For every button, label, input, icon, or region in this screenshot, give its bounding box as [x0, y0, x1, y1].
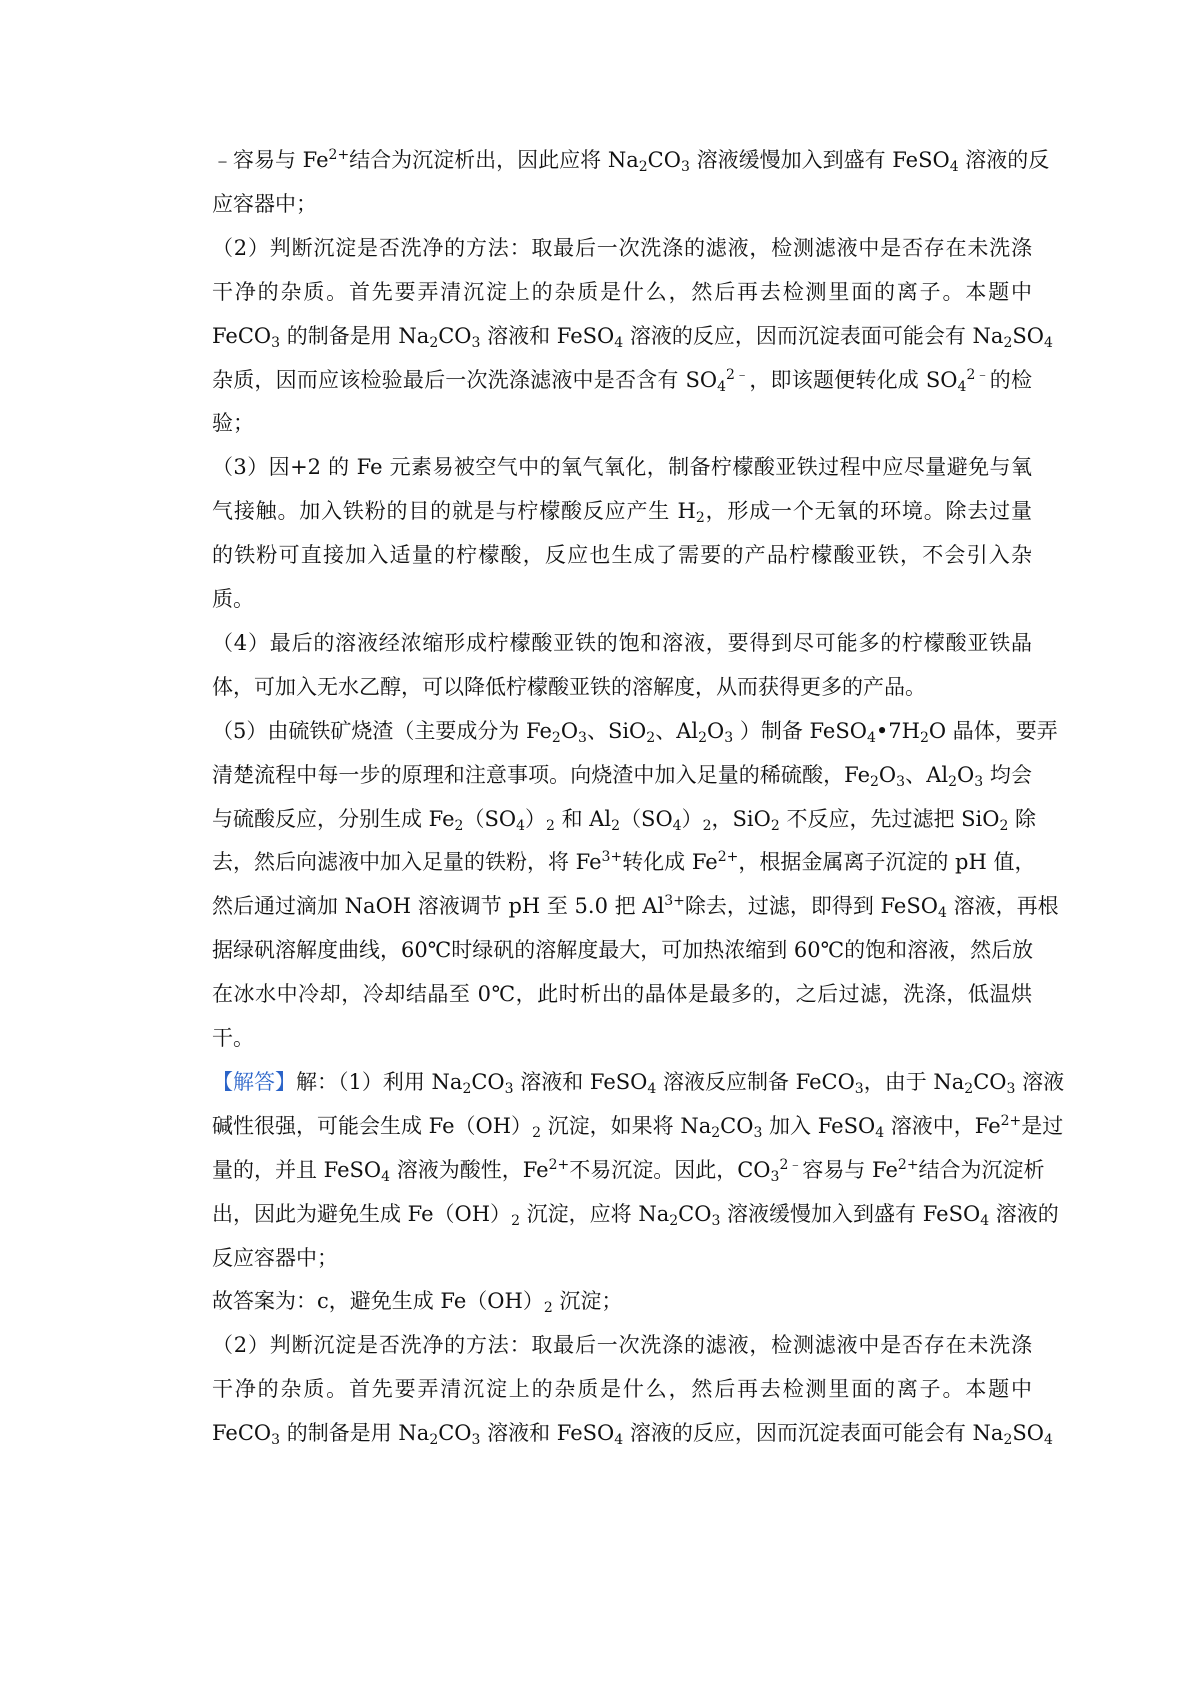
text-run: 解：（1）利用 Na: [296, 1070, 463, 1094]
text-run: 在冰水中冷却，冷却结晶至 0℃，此时析出的晶体是最多的，之后过滤，洗涤，低温烘: [212, 982, 1032, 1006]
text-run: FeCO: [212, 324, 272, 348]
subscript: 3: [724, 730, 734, 746]
text-line: [212, 628, 1032, 658]
text-run: 碱性很强，可能会生成 Fe（OH）: [212, 1114, 533, 1138]
text-run: 溶液的反: [958, 148, 1050, 172]
text-run: 转化成 Fe: [622, 850, 718, 874]
text-run: 容易与 Fe: [802, 1158, 898, 1182]
text-run: 溶液为酸性，Fe: [390, 1158, 549, 1182]
text-line: [212, 847, 1036, 877]
text-run: ）: [681, 807, 703, 831]
text-line: [212, 1067, 1065, 1097]
text-line: [212, 321, 1053, 351]
superscript: 3+: [664, 893, 685, 909]
text-run: 出，因此为避免生成 Fe（OH）: [212, 1202, 512, 1226]
subscript: 2: [646, 730, 656, 746]
text-run: （3）因+2 的 Fe 元素易被空气中的氧气氧化，制备柠檬酸亚铁过程中应尽量避免与氧: [212, 455, 1032, 479]
text-run: 溶液的反应，因而沉淀表面可能会有 Na: [623, 1421, 1004, 1445]
subscript: 2: [611, 818, 621, 834]
text-run: 、Al: [905, 763, 949, 787]
text-run: 均会: [983, 763, 1032, 787]
subscript: 2: [429, 335, 439, 351]
subscript: 2: [1003, 1432, 1013, 1448]
text-run: ，SiO: [711, 807, 771, 831]
subscript: 3: [680, 159, 690, 175]
text-run: ，即该题便转化成 SO: [749, 368, 958, 392]
text-run: （SO: [620, 807, 673, 831]
text-run: 的铁粉可直接加入适量的柠檬酸，反应也生成了需要的产品柠檬酸亚铁，不会引入杂: [212, 543, 1032, 567]
subscript: 2: [964, 1081, 974, 1097]
superscript: 2+: [897, 1157, 919, 1173]
text-run: 、SiO: [586, 719, 647, 743]
subscript: 4: [647, 1081, 657, 1097]
subscript: 3: [271, 1432, 281, 1448]
text-run: 体，可加入无水乙醇，可以降低柠檬酸亚铁的溶解度，从而获得更多的产品。: [212, 675, 926, 699]
text-line: [212, 189, 1032, 219]
text-run: 溶液和 FeSO: [480, 324, 615, 348]
text-run: O: [707, 719, 725, 743]
text-line: [212, 935, 1032, 965]
text-run: 反应容器中；: [212, 1246, 338, 1270]
subscript: 2: [702, 818, 712, 834]
text-run: 溶液和 FeSO: [513, 1070, 648, 1094]
subscript: 3: [471, 335, 481, 351]
answer-tag: 【解答】: [212, 1070, 296, 1094]
text-run: 溶液的反应，因而沉淀表面可能会有 Na: [623, 324, 1004, 348]
text-run: ，形成一个无氧的环境。除去过量: [704, 499, 1032, 523]
subscript: 2: [870, 774, 879, 790]
subscript: 3: [271, 335, 281, 351]
text-run: 验；: [212, 411, 254, 435]
text-line: [212, 1374, 1032, 1404]
text-run: SO: [1012, 324, 1044, 348]
subscript: 3: [974, 774, 984, 790]
text-line: [212, 1243, 1032, 1273]
text-run: O: [957, 763, 975, 787]
text-run: 、Al: [655, 719, 699, 743]
text-line: [212, 979, 1032, 1009]
text-run: 杂质，因而应该检验最后一次洗涤滤液中是否含有 SO: [212, 368, 718, 392]
subscript: 2: [669, 1213, 679, 1229]
text-run: （5）由硫铁矿烧渣（主要成分为 Fe: [212, 719, 552, 743]
text-run: 去，然后向滤液中加入足量的铁粉，将 Fe: [212, 850, 602, 874]
text-run: ，根据金属离子沉淀的 pH 值，: [738, 850, 1036, 874]
subscript: 2: [545, 818, 555, 834]
subscript: 3: [1006, 1081, 1016, 1097]
subscript: 3: [471, 1432, 481, 1448]
subscript: 4: [957, 379, 967, 395]
text-line: [212, 540, 1032, 570]
text-line: [212, 1023, 1032, 1053]
text-run: 溶液反应制备 FeCO: [656, 1070, 855, 1094]
text-run: 沉淀，如果将 Na: [540, 1114, 712, 1138]
subscript: 2: [543, 1300, 553, 1316]
text-line: [212, 1111, 1064, 1141]
text-run: 气接触。加入铁粉的目的就是与柠檬酸反应产生 H: [212, 499, 696, 523]
text-line: [212, 145, 1050, 175]
subscript: 4: [717, 379, 727, 395]
text-run: ）制备 FeSO: [733, 719, 867, 743]
superscript: 2+: [548, 1157, 570, 1173]
subscript: 2: [999, 818, 1009, 834]
subscript: 3: [711, 1213, 721, 1229]
text-run: CO: [438, 1421, 472, 1445]
text-line: [212, 584, 1032, 614]
text-run: SO: [1012, 1421, 1044, 1445]
text-line: [212, 408, 1032, 438]
text-run: ）: [524, 807, 546, 831]
subscript: 4: [980, 1213, 990, 1229]
subscript: 2: [770, 818, 780, 834]
text-line: [212, 891, 1059, 921]
subscript: 3: [578, 730, 587, 746]
text-run: 故答案为：c，避免生成 Fe（OH）: [212, 1289, 544, 1313]
text-run: 质。: [212, 587, 254, 611]
text-line: [212, 1330, 1032, 1360]
subscript: 4: [866, 730, 876, 746]
text-line: [212, 1286, 1032, 1316]
text-line: [212, 672, 1032, 702]
text-run: CO: [720, 1114, 754, 1138]
text-line: [212, 452, 1032, 482]
subscript: 3: [854, 1081, 864, 1097]
subscript: 4: [381, 1169, 391, 1185]
text-line: [212, 496, 1032, 526]
superscript: 2+: [328, 147, 350, 163]
subscript: 3: [504, 1081, 514, 1097]
text-run: 溶液: [1015, 1070, 1065, 1094]
text-run: FeCO: [212, 1421, 272, 1445]
text-run: 是过: [1021, 1114, 1064, 1138]
text-run: CO: [647, 148, 681, 172]
text-run: （2）判断沉淀是否洗净的方法：取最后一次洗涤的滤液，检测滤液中是否存在未洗涤: [212, 236, 1032, 260]
text-run: 加入 FeSO: [762, 1114, 876, 1138]
text-run: 结合为沉淀析出，因此应将 Na: [349, 148, 639, 172]
text-run: CO: [678, 1202, 712, 1226]
text-run: 然后通过滴加 NaOH 溶液调节 pH 至 5.0 把 Al: [212, 894, 665, 918]
text-line: [212, 277, 1032, 307]
text-run: 除去，过滤，即得到 FeSO: [684, 894, 938, 918]
text-run: •7H: [875, 719, 920, 743]
text-run: （4）最后的溶液经浓缩形成柠檬酸亚铁的饱和溶液，要得到尽可能多的柠檬酸亚铁晶: [212, 631, 1032, 655]
subscript: 4: [937, 905, 947, 921]
text-line: [212, 760, 1032, 790]
text-run: 干净的杂质。首先要弄清沉淀上的杂质是什么，然后再去检测里面的离子。本题中: [212, 280, 1032, 304]
subscript: 2: [429, 1432, 439, 1448]
text-run: 结合为沉淀析: [918, 1158, 1045, 1182]
text-line: [212, 1155, 1045, 1185]
superscript: 2+: [717, 849, 739, 865]
text-run: O: [878, 763, 897, 787]
text-line: [212, 233, 1032, 263]
subscript: 2: [551, 730, 561, 746]
text-run: 沉淀；: [552, 1289, 623, 1313]
subscript: 3: [770, 1169, 780, 1185]
text-line: [212, 716, 1058, 746]
subscript: 2: [511, 1213, 520, 1229]
text-line: [212, 1199, 1059, 1229]
subscript: 2: [919, 730, 929, 746]
subscript: 2: [532, 1125, 541, 1141]
text-run: 除: [1008, 807, 1037, 831]
text-line: [212, 1418, 1053, 1448]
text-line: [212, 365, 1032, 395]
text-run: 的检: [989, 368, 1032, 392]
subscript: 4: [614, 335, 624, 351]
subscript: 4: [875, 1125, 885, 1141]
text-run: 干净的杂质。首先要弄清沉淀上的杂质是什么，然后再去检测里面的离子。本题中: [212, 1377, 1032, 1401]
subscript: 4: [949, 159, 959, 175]
superscript: 2﹣: [779, 1157, 803, 1173]
text-run: 的制备是用 Na: [280, 324, 430, 348]
superscript: 2+: [1000, 1113, 1022, 1129]
subscript: 2: [1003, 335, 1013, 351]
text-run: 溶液的: [989, 1202, 1059, 1226]
subscript: 4: [516, 818, 525, 834]
text-run: ﹣容易与 Fe: [212, 148, 329, 172]
subscript: 2: [698, 730, 708, 746]
subscript: 3: [753, 1125, 763, 1141]
superscript: 3+: [601, 849, 623, 865]
subscript: 3: [896, 774, 906, 790]
text-run: 溶液缓慢加入到盛有 FeSO: [720, 1202, 981, 1226]
subscript: 4: [672, 818, 682, 834]
subscript: 2: [695, 510, 705, 526]
subscript: 4: [1043, 335, 1053, 351]
text-run: 和 Al: [554, 807, 612, 831]
text-run: CO: [973, 1070, 1007, 1094]
subscript: 2: [948, 774, 958, 790]
text-run: 量的，并且 FeSO: [212, 1158, 382, 1182]
text-line: [212, 804, 1037, 834]
subscript: 4: [614, 1432, 624, 1448]
text-run: 不反应，先过滤把 SiO: [779, 807, 1000, 831]
text-run: （2）判断沉淀是否洗净的方法：取最后一次洗涤的滤液，检测滤液中是否存在未洗涤: [212, 1333, 1032, 1357]
text-run: ，由于 Na: [863, 1070, 965, 1094]
superscript: 2﹣: [726, 367, 750, 383]
text-run: 溶液缓慢加入到盛有 FeSO: [689, 148, 950, 172]
text-run: O: [560, 719, 579, 743]
text-run: 的制备是用 Na: [280, 1421, 430, 1445]
subscript: 2: [454, 818, 464, 834]
text-run: 溶液和 FeSO: [480, 1421, 615, 1445]
superscript: 2﹣: [966, 367, 990, 383]
text-run: 溶液，再根: [946, 894, 1059, 918]
text-run: 干。: [212, 1026, 254, 1050]
text-run: 据绿矾溶解度曲线，60℃时绿矾的溶解度最大，可加热浓缩到 60℃的饱和溶液，然后放: [212, 938, 1034, 962]
text-run: CO: [438, 324, 472, 348]
text-run: 不易沉淀。因此，CO: [569, 1158, 771, 1182]
subscript: 4: [1043, 1432, 1053, 1448]
text-run: CO: [471, 1070, 505, 1094]
text-run: 与硫酸反应，分别生成 Fe: [212, 807, 455, 831]
text-run: （SO: [463, 807, 517, 831]
text-run: 清楚流程中每一步的原理和注意事项。向烧渣中加入足量的稀硫酸，Fe: [212, 763, 870, 787]
subscript: 2: [638, 159, 648, 175]
text-run: 溶液中，Fe: [884, 1114, 1001, 1138]
text-run: O 晶体，要弄: [928, 719, 1058, 743]
text-run: 沉淀，应将 Na: [519, 1202, 670, 1226]
subscript: 2: [711, 1125, 721, 1141]
text-run: 应容器中；: [212, 192, 317, 216]
subscript: 2: [462, 1081, 472, 1097]
